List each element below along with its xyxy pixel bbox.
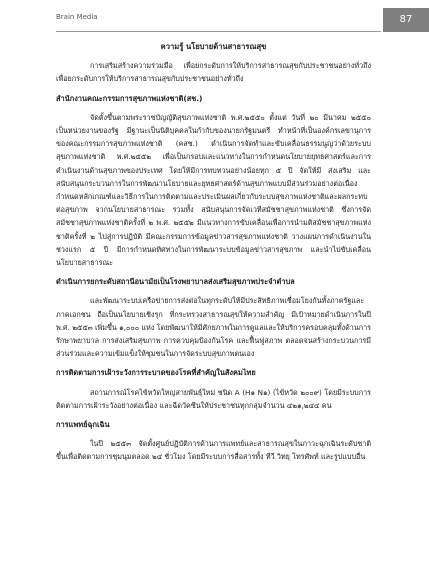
section-body-emergency-medicine: ในปี ๒๕๕๓ จัดตั้งศูนย์ปฏิบัติการด้านการแพทย์และสาธารณสุขในภาวะฉุกเฉินระดับชาติ ขึ้นเพื่อติดตามการชุมนุมตลอด ๒๔ ชั่วโมง โดยมีระบบการสื่อสารทั้ง ทีวี วิทยุ โทรศัพท์ และรูปแบบอื่น — [56, 439, 371, 462]
header-rule — [56, 31, 381, 32]
section-heading-health-stations: ดำเนินการยกระดับสถานีอนามัยเป็นโรงพยาบาลส่งเสริมสุขภาพประจำตำบล — [56, 277, 295, 287]
section-heading-nhco: สำนักงานคณะกรรมการสุขภาพแห่งชาติ(สช.) — [56, 93, 203, 103]
section-heading-emergency-medicine: การแพทย์ฉุกเฉิน — [56, 420, 110, 430]
section-body-health-stations: และพัฒนาระบบเครือข่ายการส่งต่อในทุกระดับให้มีประสิทธิภาพเชื่อมโยงกันทั้งภาครัฐและภาคเอกชน ถือเป็นนโยบายเชิงรุก ที่กระทรวงสาธารณสุขให้ความสำคัญ มีเป้าหมายดำเนินการในปี พ.ศ. ๒๕๕๓ เพิ่มขึ้น ๑,๐๐๐ แห่ง โดยพัฒนาให้มีศักยภาพในการดูแลและให้บริการครอบคลุมทั้งด้านการรักษาพยาบาล การส่งเสริมสุขภาพ การควบคุมป้องกันโรค และฟื้นฟูสภาพ ตลอดจนสร้างกระบวนการมีส่วนร่วมและความเข้มแข็งให้ชุมชนในการจัดระบบสุขภาพตนเอง — [56, 296, 371, 359]
section-body-disease-surveillance: สถานการณ์โรคไข้หวัดใหญ่สายพันธุ์ใหม่ ชนิด A (H๑ N๑) (ไข้หวัด ๒๐๐๙) โดยมีระบบการติดตามการเฝ้าระวังอย่างต่อเนื่อง และฉีดวัคซีนให้ประชาชนทุกกลุ่มจำนวน ๔๒๑,๒๔๔ คน — [56, 387, 371, 410]
page-header — [0, 0, 429, 38]
section-body-nhco: จัดตั้งขึ้นตามพระราชบัญญัติสุขภาพแห่งชาติ พ.ศ.๒๕๕๐ ตั้งแต่ วันที่ ๒๐ มีนาคม ๒๕๕๐ เป็นหน่วยงานของรัฐ มีฐานะเป็นนิติบุคคลในกำกับของนายกรัฐมนตรี ทำหน้าที่เป็นองค์กรเลขานุการของคณะกรรมการสุขภาพแห่งชาติ (คสช.) ดำเนินการจัดทำและขับเคลื่อนธรรมนูญว่าด้วยระบบสุขภาพแห่งชาติ พ.ศ.๒๕๕๒ เพื่อเป็นกรอบและแนวทางในการกำหนดนโยบายยุทธศาสตร์และการดำเนินงานด้านสุขภาพของประเทศ โดยให้มีการทบทวนอย่างน้อยทุก ๕ ปี จัดให้มี ส่งเสริม และสนับสนุนกระบวนการในการพัฒนานโยบายและยุทธศาสตร์ด้านสุขภาพแบบมีส่วนร่วมอย่างต่อเนื่อง กำหนดหลักเกณฑ์และวิธีการในการติดตามและประเมินผลเกี่ยวกับระบบสุขภาพแห่งชาติและผลกระทบต่อสุขภาพ จากนโยบายสาธารณะ รวมทั้ง สนับสนุนการจัดเวทีสมัชชาสุขภาพแห่งชาติ ซึ่งการจัดสมัชชาสุขภาพแห่งชาติครั้งที่ ๒ พ.ศ. ๒๕๕๒ มีแนวทางการขับเคลื่อนเพื่อการนำมติสมัชชาสุขภาพแห่งชาติครั้งที่ ๒ ไปสู่การปฏิบัติ มีคณะกรรมการข้อมูลข่าวสารสุขภาพแห่งชาติ วางแผนการดำเนินงานในช่วงแรก ๕ ปี มีการกำหนดทิศทางในการพัฒนาระบบข้อมูลข่าวสารสุขภาพ และนำไปขับเคลื่อนนโยบายสาธารณะ — [56, 112, 371, 268]
document-title: ความรู้ นโยบายด้านสาธารณสุข — [160, 42, 267, 51]
page-number: 87 — [383, 8, 429, 32]
section-heading-disease-surveillance: การติดตามการเฝ้าระวังการระบาดของโรคที่สำคัญในสังคมไทย — [56, 368, 256, 378]
intro-paragraph: การเสริมสร้างความร่วมมือ เพื่อยกระดับการให้บริการสาธารณสุขกับประชาชนอย่างทั่วถึงเพื่อยกระดับการให้บริการสาธารณสุขกับประชาชนอย่างทั่วถึง — [56, 61, 371, 84]
document-body — [56, 40, 371, 470]
brand-label: Brain Media — [56, 13, 98, 21]
